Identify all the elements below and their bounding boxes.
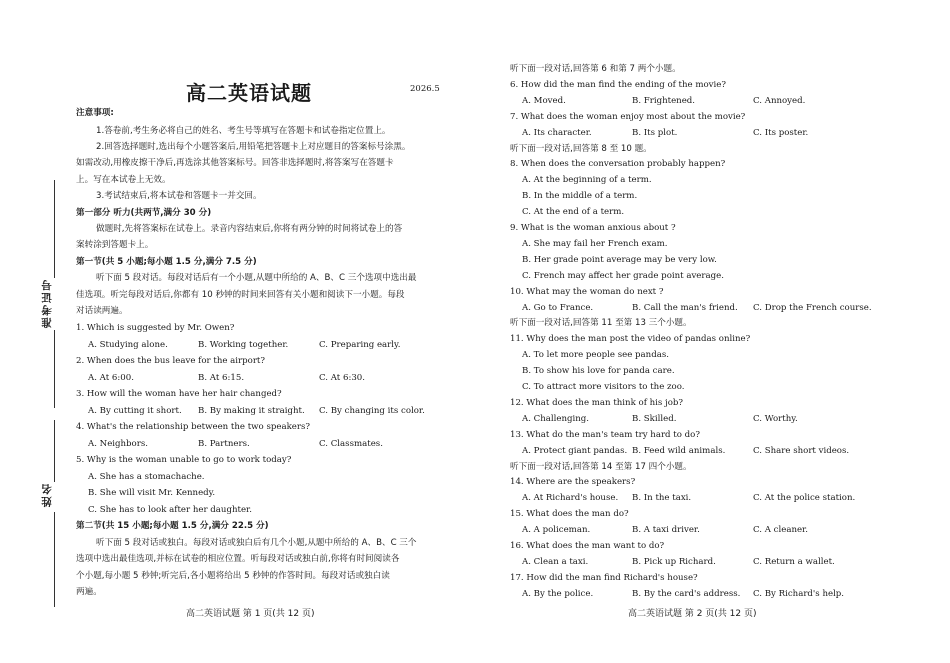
option-c: C. She has to look after her daughter. [88,505,252,515]
question: 12. What does the man think of his job? [510,397,683,408]
option-b: B. Call the man's friend. [632,302,738,313]
option-a: A. By the police. [522,588,594,599]
option-b: B. In the taxi. [632,493,692,504]
section2-intro: 选项中选出最佳选项,并标在试卷的相应位置。听每段对话或独白前,你将有时间阅读各 [76,554,400,564]
question: 14. Where are the speakers? [510,477,636,488]
name-line [54,512,55,607]
part1-intro: 做题时,先将答案标在试卷上。录音内容结束后,你将有两分钟的时间将试卷上的答 [96,224,403,234]
question: 10. What may the woman do next ? [510,286,664,297]
option-c: C. At the police station. [753,493,856,504]
option-a: A. A policeman. [522,525,591,536]
option: A. At the beginning of a term. [522,175,652,186]
option: B. To show his love for panda care. [522,366,675,377]
option-b: B. Frightened. [632,95,696,106]
option: C. To attract more visitors to the zoo. [522,382,685,392]
option-b: B. By making it straight. [198,406,305,416]
option-b: B. At 6:15. [198,373,245,383]
section2-title: 第二节(共 15 小题;每小题 1.5 分,满分 22.5 分) [76,521,269,531]
dialogue-instruction: 听下面一段对话,回答第 8 至 10 题。 [510,143,652,154]
section1-title: 第一节(共 5 小题;每小题 1.5 分,满分 7.5 分) [76,257,257,267]
option-a: A. Neighbors. [88,439,148,449]
exam-title: 高二英语试题 [186,81,312,105]
question: 15. What does the man do? [510,509,629,520]
option: C. French may affect her grade point average. [522,270,724,281]
option: B. Her grade point average may be very low. [522,254,717,265]
option-c: C. Preparing early. [319,340,401,350]
option-b: B. Its plot. [632,127,678,138]
option-c: C. Annoyed. [753,95,806,106]
dialogue-instruction: 听下面一段对话,回答第 14 至第 17 四个小题。 [510,461,692,472]
page-1 [76,0,448,663]
question: 4. What's the relationship between the two speakers? [76,422,310,432]
question: 1. Which is suggested by Mr. Owen? [76,323,235,333]
option-c: C. Share short videos. [753,445,850,456]
option-a: A. Protect giant pandas. [522,445,628,456]
question: 9. What is the woman anxious about ? [510,223,676,233]
option-a: A. Studying alone. [88,340,168,350]
name-label: 姓名 [41,482,53,507]
notice-line: 上。写在本试卷上无效。 [76,175,171,185]
section2-intro: 听下面 5 段对话或独白。每段对话或独白后有几个小题,从题中所给的 A、B、C 三个 [96,538,417,548]
option-c: C. Worthy. [753,413,798,424]
option-a: A. Clean a taxi. [522,556,589,567]
option-c: C. By changing its color. [319,406,425,416]
option-c: C. Return a wallet. [753,556,835,567]
question: 8. When does the conversation probably happen? [510,159,726,170]
question: 6. How did the man find the ending of the movie? [510,79,726,90]
option-a: A. By cutting it short. [88,406,182,416]
binding-margin [0,0,70,663]
page-2 [510,0,885,663]
option-a: A. Its character. [522,127,592,138]
notice-line: 如需改动,用橡皮擦干净后,再选涂其他答案标号。回答非选择题时,将答案写在答题卡 [76,158,394,168]
dialogue-instruction: 听下面一段对话,回答第 6 和第 7 两个小题。 [510,64,681,74]
option-b: B. She will visit Mr. Kennedy. [88,488,216,498]
option-b: B. Partners. [198,439,250,449]
option-b: B. Feed wild animals. [632,445,726,456]
question: 7. What does the woman enjoy most about the movie? [510,111,746,122]
option-c: C. Drop the French course. [753,302,872,313]
option-c: C. A cleaner. [753,525,808,536]
question: 11. Why does the man post the video of pandas online? [510,334,751,345]
question: 16. What does the man want to do? [510,541,665,551]
question: 3. How will the woman have her hair changed? [76,389,282,399]
option-b: B. Working together. [198,340,289,350]
option-c: C. Classmates. [319,439,383,449]
dialogue-instruction: 听下面一段对话,回答第 11 至第 13 三个小题。 [510,318,692,329]
option-a: A. Moved. [522,95,566,106]
option-a: A. At Richard's house. [522,493,619,504]
section2-intro: 两遍。 [76,587,102,597]
option-a: A. At 6:00. [88,373,134,383]
section2-intro: 个小题,每小题 5 秒钟;听完后,各小题将给出 5 秒钟的作答时间。每段对话或独白读 [76,571,390,581]
option: B. In the middle of a term. [522,191,638,202]
section1-intro: 对话读两遍。 [76,306,128,316]
option: A. To let more people see pandas. [522,350,669,361]
option-b: B. Pick up Richard. [632,556,716,567]
question: 13. What do the man's team try hard to do? [510,429,700,440]
option-c: C. By Richard's help. [753,588,845,599]
exam-id-line [54,330,55,408]
margin-line-mid [54,420,55,482]
question: 2. When does the bus leave for the airport? [76,356,265,366]
notice-title: 注意事项: [76,108,114,118]
option-c: C. At 6:30. [319,373,366,383]
exam-date: 2026.5 [410,84,440,94]
part1-intro: 案转涂到答题卡上。 [76,240,154,250]
notice-line: 1.答卷前,考生务必将自己的姓名、考生号等填写在答题卡和试卷指定位置上。 [96,126,391,136]
option-a: A. Challenging. [522,413,590,424]
page-footer: 高二英语试题 第 2 页(共 12 页) [628,609,757,619]
section1-intro: 佳选项。听完每段对话后,你都有 10 秒钟的时间来回答有关小题和阅读下一小题。每段 [76,290,405,300]
option-a: A. She has a stomachache. [88,472,205,482]
part1-title: 第一部分 听力(共两节,满分 30 分) [76,208,212,218]
option-b: B. Skilled. [632,413,677,424]
option-c: C. Its poster. [753,127,809,138]
question: 5. Why is the woman unable to go to work today? [76,455,292,465]
question: 17. How did the man find Richard's house? [510,572,698,583]
notice-line: 3.考试结束后,将本试卷和答题卡一并交回。 [96,191,262,201]
margin-line-top [54,180,55,278]
option-a: A. Go to France. [522,302,594,313]
page-footer: 高二英语试题 第 1 页(共 12 页) [186,609,315,619]
option-b: B. By the card's address. [632,588,741,599]
notice-line: 2.回答选择题时,选出每个小题答案后,用铅笔把答题卡上对应题目的答案标号涂黑。 [96,142,411,152]
option: A. She may fail her French exam. [522,238,668,249]
section1-intro: 听下面 5 段对话。每段对话后有一个小题,从题中所给的 A、B、C 三个选项中选出最 [96,273,417,283]
option-b: B. A taxi driver. [632,525,700,536]
option: C. At the end of a term. [522,207,625,218]
exam-id-label: 准考证号 [41,278,53,328]
